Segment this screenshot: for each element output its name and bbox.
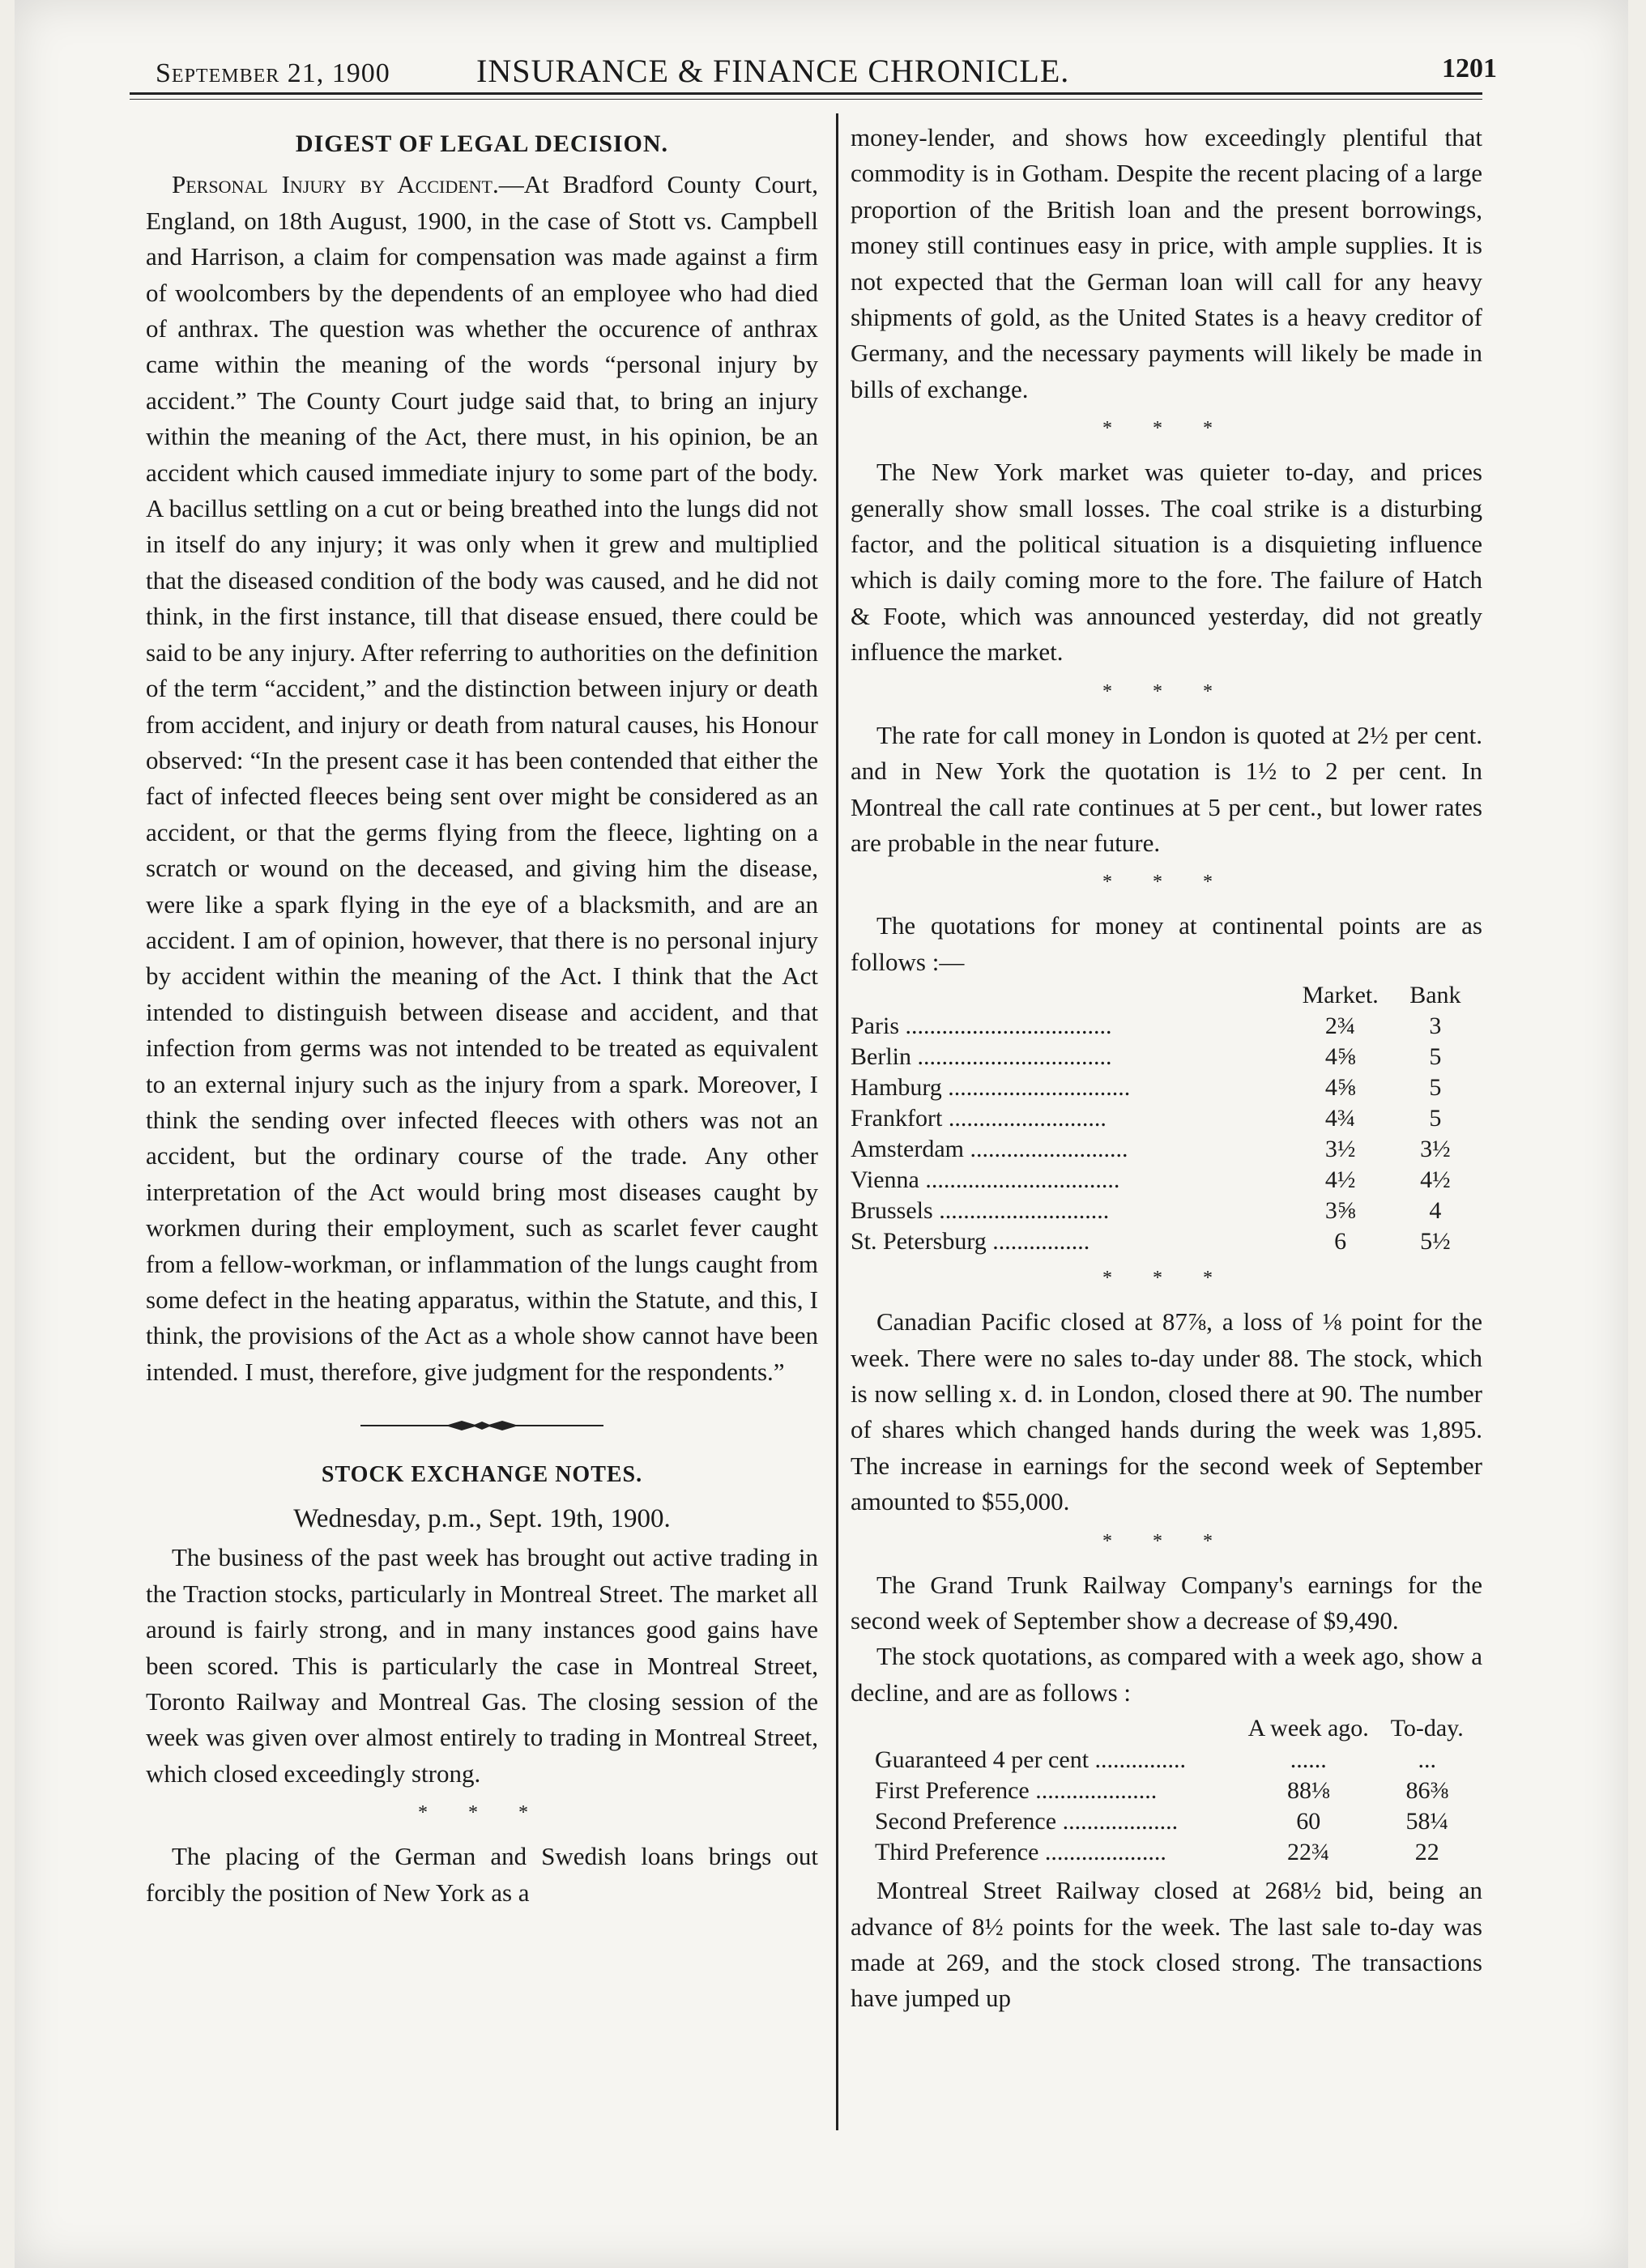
column-header-bank: Bank (1409, 982, 1461, 1009)
table-row (851, 1226, 1482, 1257)
dot-leader: .......................... (942, 1105, 1107, 1132)
table-row (851, 1196, 1482, 1226)
table-row (851, 1165, 1482, 1196)
stock-name: Third Preference (875, 1839, 1039, 1866)
stock-dateline: Wednesday, p.m., Sept. 19th, 1900. (293, 1504, 671, 1534)
stock-name: First Preference (875, 1777, 1030, 1805)
dot-leader: .......................... (963, 1136, 1128, 1163)
bank-rate: 5½ (1420, 1228, 1451, 1256)
dot-leader: .................... (1038, 1839, 1166, 1866)
bank-rate: 5 (1429, 1043, 1442, 1071)
stock-name-cell (875, 1837, 1245, 1868)
section-stars: * * * (418, 1802, 546, 1824)
legal-paragraph (146, 167, 818, 1390)
table-row (851, 1042, 1482, 1072)
section-stars: * * * (1102, 872, 1230, 893)
page-number: 1201 (1442, 53, 1497, 83)
bank-rate: 4½ (1420, 1166, 1451, 1194)
stock-paragraph-9: Montreal Street Railway closed at 268½ bid, being an advance of 8½ points for the week. The last sale to-day was made at 269, and the stock closed strong. The transactions have jumped up (851, 1876, 1482, 2013)
stock-name-cell (875, 1776, 1245, 1806)
stock-name-cell (875, 1745, 1245, 1776)
right-column (851, 120, 1482, 2017)
today-price: 22 (1414, 1839, 1439, 1866)
today-price: 86⅜ (1405, 1777, 1448, 1805)
dot-leader: ................... (1056, 1808, 1179, 1835)
legal-heading: DIGEST OF LEGAL DECISION. (295, 130, 669, 157)
header-rule-thin (130, 99, 1482, 100)
bank-rate: 4 (1429, 1197, 1442, 1225)
divider-ornament-icon (360, 1419, 603, 1432)
dot-leader: .................................. (899, 1013, 1112, 1040)
table-row (851, 1011, 1482, 1042)
week-ago-price: 60 (1296, 1808, 1321, 1835)
city-name: Brussels (851, 1197, 933, 1225)
bank-rate: 3½ (1420, 1136, 1451, 1163)
city-cell (851, 1226, 1293, 1257)
bank-rate: 5 (1429, 1074, 1442, 1102)
section-stars: * * * (1102, 1268, 1230, 1290)
table-row (875, 1837, 1482, 1868)
city-cell (851, 1165, 1293, 1196)
market-rate: 4¾ (1324, 1105, 1356, 1132)
stock-paragraph-8: The stock quotations, as compared with a week ago, show a decline, and are as follows : (851, 1642, 1482, 1707)
dot-leader: ............................ (932, 1197, 1110, 1225)
market-rate: 4⅝ (1324, 1043, 1356, 1071)
market-rate: 3½ (1324, 1136, 1356, 1163)
city-name: Berlin (851, 1043, 911, 1071)
stock-quotation-table (875, 1712, 1482, 1868)
week-ago-price: ...... (1290, 1746, 1327, 1774)
dot-leader: ................................ (919, 1166, 1120, 1194)
city-cell (851, 1134, 1293, 1165)
left-column (146, 120, 818, 1911)
city-cell (851, 1196, 1293, 1226)
city-cell (851, 1042, 1293, 1072)
week-ago-price: 88⅛ (1286, 1777, 1330, 1805)
stock-paragraph-2b: money-lender, and shows how exceedingly plentiful that commodity is in Gotham. Despite the recent placing of a large proportion of the British loan and the present borrowings, money still continues easy in price, with ample supplies. It is not expected that the German loan will call for any heavy shipments of gold, as the United States is a heavy creditor of Germany, and the necessary payments will likely be made in bills of exchange. (851, 123, 1482, 403)
city-name: Frankfort (851, 1105, 943, 1132)
city-cell (851, 1011, 1293, 1042)
stock-paragraph-4: The rate for call money in London is quoted at 2½ per cent. and in New York the quotation is 1½ to 2 per cent. In Montreal the call rate continues at 5 per cent., but lower rates are probable in the near future. (851, 720, 1482, 857)
table-row (851, 1072, 1482, 1103)
stock-paragraph-3: The New York market was quieter to-day, and prices generally show small losses. The coal strike is a disturbing factor, and the political situation is a disquieting influence which is daily coming more to the fore. The failure of Hatch & Foote, which was announced yesterday, did not greatly influence the market. (851, 458, 1482, 667)
bank-rate: 5 (1429, 1105, 1442, 1132)
market-rate: 2¾ (1324, 1013, 1356, 1040)
city-name: Paris (851, 1013, 899, 1040)
legal-body: —At Bradford County Court, England, on 18th August, 1900, in the case of Stott vs. Campbell and Harrison, a claim for compensation was made against a firm of woolcombers by the dependents of an employee who had died of anthrax. The question was whether the occurence of anthrax came within the meaning of the words “personal injury by accident.” The County Court judge said that, to bring an injury within the meaning of the Act, there must, in his opinion, be an accident which caused immediate injury to some part of the body. A bacillus settling on a cut or being breathed into the lungs did not in itself do any injury; it was only when it grew and multiplied that the diseased condition of the body was caused, and he did not think, in the first instance, till that disease ensued, there could be said to be any injury. After referring to authorities on the definition of the term “accident,” and the distinction between injury or death from accident, and injury or death from natural causes, his Honour observed: “In the present case it has been contended that either the fact of infected fleeces being sent over might be considered as an accident, or that the germs flying from the fleece, lighting on a scratch or wound on the deceased, and giving him the disease, were like a spark flying in the eye of a blacksmith, and are an accident. I am of opinion, however, that there is no personal injury by accident within the meaning of the Act. I think that the Act intended to distinguish between disease and accident, and that infection from germs was not intended to be treated as equivalent to an external injury such as the injury from a spark. Moreover, I think the sending over infected fleeces with others was not an accident, but the ordinary course of the trade. Any other interpretation of the Act would bring most diseases caught by workmen during their employment, such as scarlet fever caught from a fellow-workman, or inflammation of the lungs caught from some defect in the heating apparatus, within the Statute, and this, I think, the provisions of the Act as a whole show cannot have been intended. I must, therefore, give judgment for the respondents.” (146, 170, 819, 1386)
table-row (875, 1806, 1482, 1837)
week-ago-price: 22¾ (1286, 1839, 1330, 1866)
dot-leader: .............................. (941, 1074, 1131, 1102)
city-name: St. Petersburg (851, 1228, 987, 1256)
stock-paragraph-5: The quotations for money at continental points are as follows :— (851, 911, 1482, 976)
today-price: 58¼ (1405, 1808, 1448, 1835)
stock-name-cell (875, 1806, 1245, 1837)
market-rate: 3⅝ (1324, 1197, 1356, 1225)
stock-name: Guaranteed 4 per cent (875, 1746, 1090, 1774)
city-name: Vienna (851, 1166, 919, 1194)
dot-leader: ................ (986, 1228, 1090, 1256)
page-header (144, 49, 1497, 97)
stock-paragraph-2a: The placing of the German and Swedish loans brings out forcibly the position of New York as a (146, 1842, 818, 1907)
table-row (875, 1776, 1482, 1806)
stock-heading: STOCK EXCHANGE NOTES. (321, 1461, 643, 1487)
table-row (851, 1103, 1482, 1134)
section-stars: * * * (1102, 680, 1230, 702)
section-stars: * * * (1102, 418, 1230, 440)
header-rule (130, 92, 1482, 95)
column-divider (836, 113, 838, 2130)
stock-name: Second Preference (875, 1808, 1057, 1835)
column-header-today: To-day. (1390, 1715, 1464, 1742)
bank-rate: 3 (1429, 1013, 1442, 1040)
table-header-row (875, 1712, 1482, 1745)
dot-leader: ................................ (911, 1043, 1112, 1071)
dot-leader: ............... (1089, 1746, 1187, 1774)
publication-title: INSURANCE & FINANCE CHRONICLE. (476, 53, 1070, 89)
legal-lead: Personal Injury by Accident. (172, 170, 499, 199)
column-header-market: Market. (1302, 982, 1379, 1009)
city-cell (851, 1103, 1293, 1134)
issue-date: September 21, 1900 (156, 58, 390, 88)
dot-leader: .................... (1029, 1777, 1158, 1805)
market-rate: 6 (1334, 1228, 1347, 1256)
stock-paragraph-1: The business of the past week has brought out active trading in the Traction stocks, particularly in Montreal Street. The market all around is fairly strong, and in many instances good gains have been scored. This is particularly the case in Montreal Street, Toronto Railway and Montreal Gas. The closing session of the week was given over almost entirely to trading in Montreal Street, which closed exceedingly strong. (146, 1543, 818, 1788)
market-rate: 4⅝ (1324, 1074, 1356, 1102)
table-header-row (851, 980, 1482, 1011)
column-header-week-ago: A week ago. (1247, 1715, 1369, 1742)
today-price: ... (1418, 1746, 1436, 1774)
section-stars: * * * (1102, 1530, 1230, 1552)
stock-paragraph-7: The Grand Trunk Railway Company's earnings for the second week of September show a decrease of $9,490. (851, 1570, 1482, 1635)
city-cell (851, 1072, 1293, 1103)
table-row (875, 1745, 1482, 1776)
section-ornament (146, 1406, 818, 1442)
stock-paragraph-6: Canadian Pacific closed at 87⅞, a loss of ⅛ point for the week. There were no sales to-day under 88. The stock, which is now selling x. d. in London, closed there at 90. The number of shares which changed hands during the week was 1,895. The increase in earnings for the second week of September amounted to $55,000. (851, 1307, 1482, 1516)
market-rate: 4½ (1324, 1166, 1356, 1194)
city-name: Hamburg (851, 1074, 942, 1102)
city-name: Amsterdam (851, 1136, 964, 1163)
money-quotation-table (851, 980, 1482, 1257)
table-row (851, 1134, 1482, 1165)
